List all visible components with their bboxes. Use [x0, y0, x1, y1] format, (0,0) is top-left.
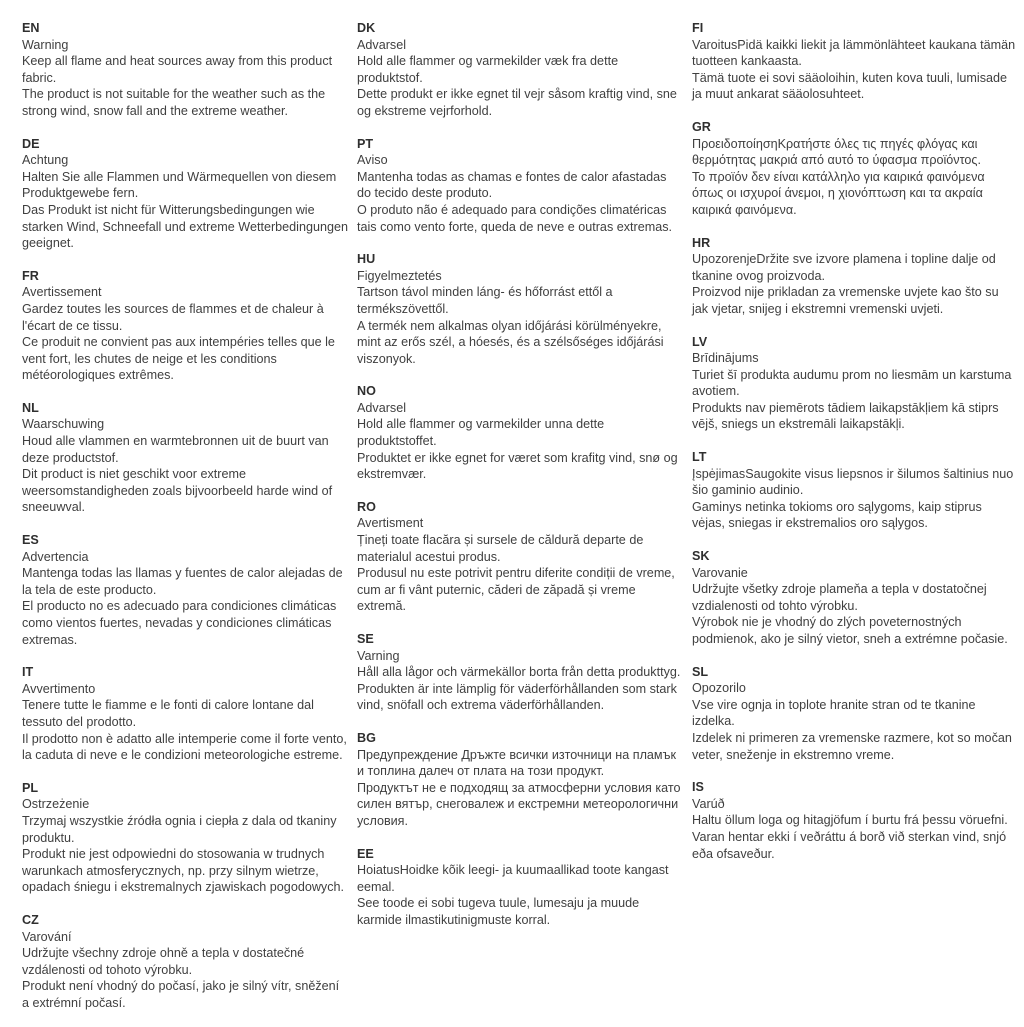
language-code-label: SE [357, 632, 374, 646]
warning-paragraph: ΠροειδοποίησηΚρατήστε όλες τις πηγές φλόγας και θερμότητας μακριά από αυτό το ύφασμα προϊόντος. [692, 136, 981, 168]
language-section [692, 779, 1018, 862]
warning-paragraph: O produto não é adequado para condições climatéricas tais como vento forte, queda de neve e outras extremas. [357, 202, 673, 234]
warning-paragraph: Varovanie [692, 565, 748, 580]
warning-paragraph: UpozorenjeDržite sve izvore plamena i topline dalje od tkanine ovog proizvoda. [692, 252, 996, 283]
language-section [357, 499, 683, 615]
warning-paragraph: Houd alle vlammen en warmtebronnen uit de buurt van deze productstof. [22, 434, 329, 465]
language-code-label: NL [22, 400, 39, 415]
language-section [692, 119, 1018, 219]
warning-paragraph: Tenere tutte le fiamme e le fonti di calore lontane dal tessuto del prodotto. [22, 698, 314, 729]
warning-paragraph: Mantenha todas as chamas e fontes de calor afastadas do tecido deste produto. [357, 169, 667, 201]
language-section [692, 449, 1018, 532]
language-code-label: RO [357, 499, 376, 514]
warning-paragraph: Håll alla lågor och värmekällor borta från detta produkttyg. [357, 665, 681, 680]
language-section [357, 383, 683, 483]
language-section [692, 664, 1018, 764]
warning-paragraph: Izdelek ni primeren za vremenske razmere, kot so močan veter, sneženje in ekstremno vreme. [692, 730, 1012, 762]
language-section [357, 846, 683, 929]
warning-paragraph: Tämä tuote ei sovi sääoloihin, kuten kova tuuli, lumisade ja muut ankarat sääolosuhteet. [692, 70, 1008, 102]
warning-paragraph: Halten Sie alle Flammen und Wärmequellen von diesem Produktgewebe fern. [22, 169, 337, 201]
warning-paragraph: Produktet er ikke egnet for været som krafitg vind, snø og ekstremvær. [357, 450, 678, 482]
warning-paragraph: Το προϊόν δεν είναι κατάλληλο για καιρικά φαινόμενα όπως οι ισχυροί άνεμοι, η χιονόπτωση και τα ακραία καιρικά φαινόμενα. [692, 169, 985, 217]
warning-paragraph: Hold alle flammer og varmekilder unna dette produktstoffet. [357, 417, 605, 449]
language-code-label: SL [692, 664, 709, 679]
warning-paragraph: HoiatusHoidke kõik leegi- ja kuumaallikad toote kangast eemal. [357, 863, 669, 894]
language-section [22, 532, 348, 648]
language-code-label: DE [22, 136, 40, 151]
warning-paragraph: Il prodotto non è adatto alle intemperie come il forte vento, la caduta di neve e le condizioni meteorologiche estreme. [22, 731, 347, 763]
warning-paragraph: Dette produkt er ikke egnet til vejr såsom kraftig vind, sne og ekstreme vejrforhold. [357, 87, 677, 118]
language-code-label: FI [692, 21, 704, 35]
language-section [357, 136, 683, 236]
language-section [357, 730, 683, 830]
warning-paragraph: VaroitusPidä kaikki liekit ja lämmönlähteet kaukana tämän tuotteen kankaasta. [692, 37, 1016, 69]
warning-paragraph: Haltu öllum loga og hitagjöfum í burtu frá þessu vöruefni. [692, 813, 1008, 828]
language-code-label: LV [692, 334, 708, 349]
column-right [692, 20, 1018, 1027]
warning-paragraph: Udržujte všechny zdroje ohně a tepla v dostatečné vzdálenosti od tohoto výrobku. [22, 946, 305, 977]
language-section [692, 235, 1018, 318]
warning-paragraph: Udržujte všetky zdroje plameňa a tepla v dostatočnej vzdialenosti od tohto výrobku. [692, 582, 987, 613]
language-code-label: GR [692, 119, 711, 134]
language-section [22, 136, 348, 252]
warning-paragraph: Avvertimento [22, 681, 96, 696]
warning-paragraph: Turiet šī produkta audumu prom no liesmām un karstuma avotiem. [692, 367, 1012, 399]
warning-paragraph: Keep all flame and heat sources away from this product fabric. [22, 54, 333, 85]
warning-paragraph: Gaminys netinka tokioms oro sąlygoms, kaip stiprus vėjas, sniegas ir ekstremalios oro sąlygos. [692, 499, 982, 531]
warning-paragraph: Varování [22, 929, 72, 944]
warning-paragraph: Varan hentar ekki í veðráttu á borð við sterkan vind, snjó eða ofsaveður. [692, 829, 1007, 861]
warning-paragraph: Продуктът не е подходящ за атмосферни условия като силен вятър, снеговалеж и екстремни метеорологични условия. [357, 780, 681, 828]
warning-paragraph: Produkt nie jest odpowiedni do stosowania w trudnych warunkach atmosferycznych, np. przy silnym wietrze, opadach śniegu i ekstremalnych zjawiskach pogodowych. [22, 847, 345, 895]
language-section [692, 20, 1018, 103]
language-code-label: BG [357, 730, 376, 745]
warning-paragraph: Produsul nu este potrivit pentru diferite condiții de vreme, cum ar fi vânt puternic, căderi de zăpadă și vreme extremă. [357, 566, 675, 614]
warning-paragraph: Advarsel [357, 400, 406, 415]
warning-paragraph: Ce produit ne convient pas aux intempéries telles que le vent fort, les chutes de neige et les conditions météorologiques extrêmes. [22, 335, 335, 383]
language-code-label: LT [692, 450, 707, 465]
warning-paragraph: Warning [22, 37, 69, 52]
warning-paragraph: Das Produkt ist nicht für Witterungsbedingungen wie starken Wind, Schneefall und extreme Wetterbedingungen geeignet. [22, 202, 348, 251]
language-code-label: HR [692, 235, 711, 250]
warning-paragraph: Produkts nav piemērots tādiem laikapstākļiem kā stiprs vējš, sniegs un ekstremāli laikapstākļi. [692, 400, 999, 432]
language-code-label: CZ [22, 912, 39, 927]
warning-paragraph: Advarsel [357, 37, 406, 52]
language-code-label: SK [692, 549, 710, 564]
language-section [692, 334, 1018, 434]
language-code-label: PT [357, 136, 374, 151]
language-section [22, 664, 348, 764]
warning-paragraph: Țineți toate flacăra și sursele de căldură departe de materialul acestui produs. [357, 533, 644, 564]
warning-paragraph: Ostrzeżenie [22, 797, 90, 812]
warning-paragraph: Brīdinājums [692, 351, 759, 366]
language-code-label: EN [22, 21, 40, 35]
warning-paragraph: Aviso [357, 153, 388, 168]
language-section [357, 631, 683, 714]
warning-paragraph: Avertisment [357, 516, 424, 531]
warning-paragraph: Trzymaj wszystkie źródła ognia i ciepła z dala od tkaniny produktu. [22, 813, 337, 845]
language-code-label: NO [357, 384, 376, 399]
warning-paragraph: Figyelmeztetés [357, 268, 442, 283]
language-section [357, 20, 683, 120]
warning-paragraph: Mantenga todas las llamas y fuentes de calor alejadas de la tela de este producto. [22, 566, 343, 597]
language-code-label: PL [22, 780, 39, 795]
warning-paragraph: Varning [357, 648, 400, 663]
warning-paragraph: Proizvod nije prikladan za vremenske uvjete kao što su jak vjetar, snijeg i ekstremni vremenski uvjeti. [692, 285, 999, 316]
language-section [22, 912, 348, 1012]
warning-paragraph: Výrobok nie je vhodný do zlých poveternostných podmienok, ako je silný vietor, sneh a extrémne počasie. [692, 615, 1008, 646]
language-code-label: ES [22, 533, 39, 548]
warning-paragraph: Produkten är inte lämplig för väderförhållanden som stark vind, snöfall och extrema väderförhållanden. [357, 681, 677, 713]
warning-paragraph: Tartson távol minden láng- és hőforrást ettől a termékszövettől. [357, 285, 613, 316]
warning-paragraph: Gardez toutes les sources de flammes et de chaleur à l'écart de ce tissu. [22, 301, 324, 333]
warning-paragraph: Dit product is niet geschikt voor extreme weersomstandigheden zoals bijvoorbeeld harde wind of sneeuwval. [22, 467, 333, 515]
language-section [22, 20, 348, 120]
warning-paragraph: Produkt není vhodný do počasí, jako je silný vítr, sněžení a extrémní počasí. [22, 979, 340, 1010]
warning-paragraph: Hold alle flammer og varmekilder væk fra dette produktstof. [357, 54, 619, 85]
warning-paragraph: Advertencia [22, 549, 89, 564]
warning-paragraph: Varúð [692, 796, 725, 811]
language-code-label: IT [22, 665, 34, 680]
warning-paragraph: See toode ei sobi tugeva tuule, lumesaju ja muude karmide ilmastikutinigmuste korral. [357, 896, 640, 927]
warning-paragraph: A termék nem alkalmas olyan időjárási körülményekre, mint az erős szél, a hóesés, és a szélsőséges időjárási viszonyok. [357, 318, 664, 366]
language-section [22, 780, 348, 896]
warning-paragraph: El producto no es adecuado para condiciones climáticas como vientos fuertes, nevadas y condiciones climáticas extremas. [22, 599, 337, 647]
language-section [692, 548, 1018, 648]
language-section [22, 400, 348, 516]
language-section [22, 268, 348, 384]
language-code-label: EE [357, 846, 374, 861]
warning-paragraph: Vse vire ognja in toplote hranite stran od te tkanine izdelka. [692, 697, 976, 729]
language-code-label: HU [357, 252, 376, 267]
warning-paragraph: Opozorilo [692, 681, 746, 696]
column-middle [357, 20, 683, 1027]
warning-paragraph: The product is not suitable for the weather such as the strong wind, snow fall and the extreme weather. [22, 87, 326, 118]
language-code-label: DK [357, 21, 376, 35]
warning-paragraph: Предупреждение Дръжте всички източници на пламък и топлина далеч от плата на този продукт. [357, 747, 676, 779]
language-code-label: IS [692, 780, 704, 795]
warning-paragraph: Avertissement [22, 285, 102, 300]
warning-paragraph: Waarschuwing [22, 417, 105, 432]
warning-paragraph: ĮspėjimasSaugokite visus liepsnos ir šilumos šaltinius nuo šio gaminio audinio. [692, 466, 1014, 498]
column-left [22, 20, 348, 1027]
language-code-label: FR [22, 268, 39, 283]
language-section [357, 251, 683, 367]
warning-paragraph: Achtung [22, 153, 69, 168]
